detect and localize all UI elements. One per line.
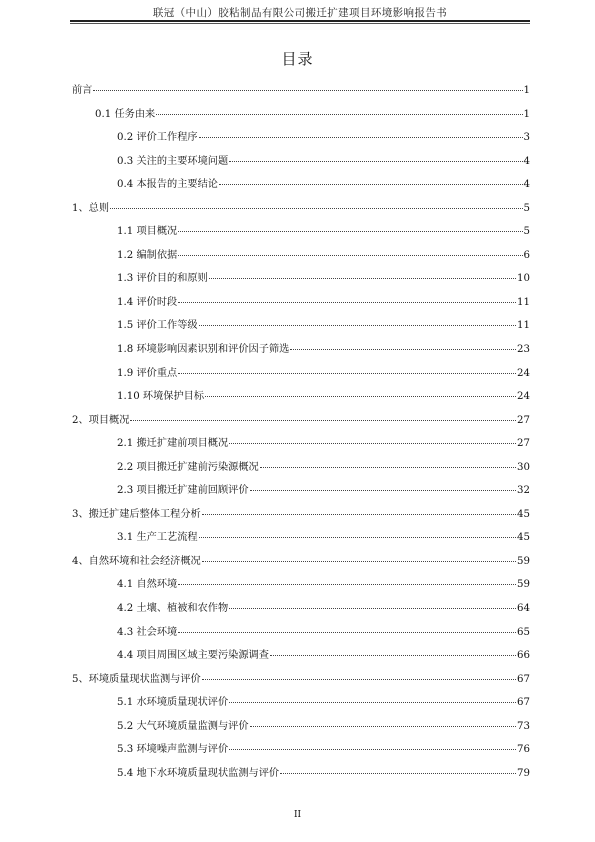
toc-leader-dots bbox=[110, 207, 522, 209]
toc-entry-label: 2、项目概况 bbox=[72, 414, 130, 426]
toc-entry[interactable] bbox=[72, 269, 530, 293]
toc-entry[interactable] bbox=[72, 458, 530, 482]
toc-entry-label: 1.8 环境影响因素识别和评价因子筛选 bbox=[117, 344, 290, 356]
toc-entry-label: 1.5 评价工作等级 bbox=[117, 320, 198, 332]
toc-leader-dots bbox=[229, 701, 516, 703]
toc-entry-label: 1.3 评价目的和原则 bbox=[117, 273, 208, 285]
toc-entry-page: 65 bbox=[517, 626, 530, 638]
toc-entry-page: 24 bbox=[517, 391, 530, 403]
toc-entry-label: 1.4 评价时段 bbox=[117, 296, 178, 308]
toc-entry[interactable] bbox=[72, 670, 530, 694]
toc-entry[interactable] bbox=[72, 364, 530, 388]
toc-entry[interactable] bbox=[72, 599, 530, 623]
toc-entry[interactable] bbox=[72, 434, 530, 458]
toc-leader-dots bbox=[178, 254, 522, 256]
toc-entry-label: 1、总则 bbox=[72, 202, 110, 214]
toc-leader-dots bbox=[219, 183, 523, 185]
toc-entry[interactable] bbox=[72, 175, 530, 199]
toc-entry-label: 4.1 自然环境 bbox=[117, 579, 178, 591]
toc-leader-dots bbox=[178, 230, 522, 232]
toc-entry-label: 1.10 环境保护目标 bbox=[117, 391, 205, 403]
toc-entry-label: 3、搬迁扩建后整体工程分析 bbox=[72, 508, 201, 520]
toc-entry-page: 76 bbox=[517, 744, 530, 756]
toc-leader-dots bbox=[178, 583, 516, 585]
toc-entry[interactable] bbox=[72, 646, 530, 670]
toc-leader-dots bbox=[250, 725, 517, 727]
toc-entry[interactable] bbox=[72, 623, 530, 647]
toc-entry-label: 4.3 社会环境 bbox=[117, 626, 178, 638]
toc-leader-dots bbox=[280, 772, 516, 774]
toc-entry-label: 2.1 搬迁扩建前项目概况 bbox=[117, 438, 229, 450]
toc-entry[interactable] bbox=[72, 411, 530, 435]
toc-leader-dots bbox=[202, 513, 516, 515]
toc-entry-page: 4 bbox=[523, 179, 530, 191]
toc-entry-page: 79 bbox=[517, 767, 530, 779]
toc-entry-label: 4.4 项目周围区域主要污染源调查 bbox=[117, 650, 269, 662]
toc-leader-dots bbox=[199, 324, 516, 326]
header-rule-thin bbox=[70, 23, 530, 24]
toc-entry[interactable] bbox=[72, 575, 530, 599]
toc-entry-label: 5、环境质量现状监测与评价 bbox=[72, 673, 201, 685]
toc-entry-page: 59 bbox=[517, 555, 530, 567]
toc-entry[interactable] bbox=[72, 128, 530, 152]
toc-leader-dots bbox=[229, 607, 516, 609]
toc-leader-dots bbox=[93, 89, 522, 91]
toc-leader-dots bbox=[130, 419, 516, 421]
toc-entry-label: 4、自然环境和社会经济概况 bbox=[72, 555, 201, 567]
page-title: 目录 bbox=[281, 50, 314, 68]
toc-leader-dots bbox=[250, 489, 517, 491]
toc-entry[interactable] bbox=[72, 246, 530, 270]
toc-entry-page: 3 bbox=[523, 132, 530, 144]
toc-entry-page: 10 bbox=[517, 273, 530, 285]
toc-leader-dots bbox=[202, 560, 516, 562]
toc-entry[interactable] bbox=[72, 152, 530, 176]
header-rule bbox=[70, 20, 530, 22]
toc-entry[interactable] bbox=[72, 693, 530, 717]
toc-entry[interactable] bbox=[72, 552, 530, 576]
toc-entry-label: 0.4 本报告的主要结论 bbox=[117, 179, 218, 191]
toc-entry-page: 59 bbox=[517, 579, 530, 591]
toc-leader-dots bbox=[202, 678, 516, 680]
toc-entry-label: 3.1 生产工艺流程 bbox=[117, 532, 198, 544]
toc-entry-label: 1.9 评价重点 bbox=[117, 367, 178, 379]
toc-entry-page: 1 bbox=[523, 85, 530, 96]
toc-entry[interactable] bbox=[72, 740, 530, 764]
toc-entry-page: 6 bbox=[523, 249, 530, 261]
toc-entry-label: 5.1 水环境质量现状评价 bbox=[117, 697, 229, 709]
toc-leader-dots bbox=[209, 277, 516, 279]
toc-entry-label: 5.3 环境噪声监测与评价 bbox=[117, 744, 229, 756]
toc-entry-label: 0.1 任务由来 bbox=[95, 108, 156, 120]
toc-entry-label: 2.2 项目搬迁扩建前污染源概况 bbox=[117, 461, 259, 473]
toc-entry-page: 11 bbox=[517, 296, 530, 308]
toc-entry[interactable] bbox=[72, 528, 530, 552]
toc-entry[interactable] bbox=[72, 717, 530, 741]
toc-entry[interactable] bbox=[72, 387, 530, 411]
toc-leader-dots bbox=[178, 301, 516, 303]
toc-entry-page: 45 bbox=[517, 532, 530, 544]
toc-entry-page: 1 bbox=[523, 108, 530, 120]
toc-entry-page: 5 bbox=[523, 202, 530, 214]
toc-leader-dots bbox=[229, 160, 522, 162]
toc-leader-dots bbox=[229, 748, 516, 750]
toc-entry-label: 1.2 编制依据 bbox=[117, 249, 178, 261]
toc-entry-page: 64 bbox=[517, 603, 530, 615]
running-header: 联冠（中山）胶粘制品有限公司搬迁扩建项目环境影响报告书 bbox=[152, 7, 448, 19]
toc-leader-dots bbox=[178, 631, 516, 633]
page-number: II bbox=[293, 810, 302, 820]
toc-leader-dots bbox=[205, 395, 516, 397]
toc-entry[interactable] bbox=[72, 340, 530, 364]
toc-entry-label: 4.2 土壤、植被和农作物 bbox=[117, 603, 229, 615]
toc-entry[interactable] bbox=[72, 105, 530, 129]
toc-entry-label: 0.3 关注的主要环境问题 bbox=[117, 155, 229, 167]
toc-entry-page: 11 bbox=[517, 320, 530, 332]
toc-entry-page: 5 bbox=[523, 226, 530, 238]
toc-entry-page: 27 bbox=[517, 438, 530, 450]
toc-entry-label: 5.2 大气环境质量监测与评价 bbox=[117, 720, 249, 732]
toc-entry-label: 1.1 项目概况 bbox=[117, 226, 178, 238]
toc-leader-dots bbox=[178, 372, 516, 374]
toc-entry[interactable] bbox=[72, 293, 530, 317]
toc-entry-page: 4 bbox=[523, 155, 530, 167]
toc-entry[interactable] bbox=[72, 199, 530, 223]
toc-entry[interactable] bbox=[72, 481, 530, 505]
toc-entry-page: 30 bbox=[517, 461, 530, 473]
toc-entry-page: 24 bbox=[517, 367, 530, 379]
toc-entry[interactable] bbox=[72, 222, 530, 246]
toc-leader-dots bbox=[290, 348, 516, 350]
toc-entry[interactable] bbox=[72, 316, 530, 340]
toc-entry[interactable] bbox=[72, 764, 530, 788]
toc-entry-page: 66 bbox=[517, 650, 530, 662]
toc-entry-page: 67 bbox=[517, 673, 530, 685]
toc-leader-dots bbox=[199, 136, 523, 138]
toc-entry-label: 5.4 地下水环境质量现状监测与评价 bbox=[117, 767, 280, 779]
toc-entry[interactable] bbox=[72, 81, 530, 105]
toc-entry-page: 45 bbox=[517, 508, 530, 520]
toc-leader-dots bbox=[199, 536, 516, 538]
toc-entry-page: 73 bbox=[517, 720, 530, 732]
toc-leader-dots bbox=[270, 654, 516, 656]
toc-entry-label: 前言 bbox=[72, 85, 93, 96]
toc-entry-page: 32 bbox=[517, 485, 530, 497]
toc-entry-page: 27 bbox=[517, 414, 530, 426]
toc-entry-label: 2.3 项目搬迁扩建前回顾评价 bbox=[117, 485, 249, 497]
toc-leader-dots bbox=[229, 442, 516, 444]
toc-leader-dots bbox=[156, 113, 522, 115]
toc-entry-page: 23 bbox=[517, 344, 530, 356]
toc-leader-dots bbox=[260, 466, 516, 468]
table-of-contents bbox=[72, 81, 530, 787]
toc-entry-page: 67 bbox=[517, 697, 530, 709]
toc-entry[interactable] bbox=[72, 505, 530, 529]
toc-entry-label: 0.2 评价工作程序 bbox=[117, 132, 198, 144]
